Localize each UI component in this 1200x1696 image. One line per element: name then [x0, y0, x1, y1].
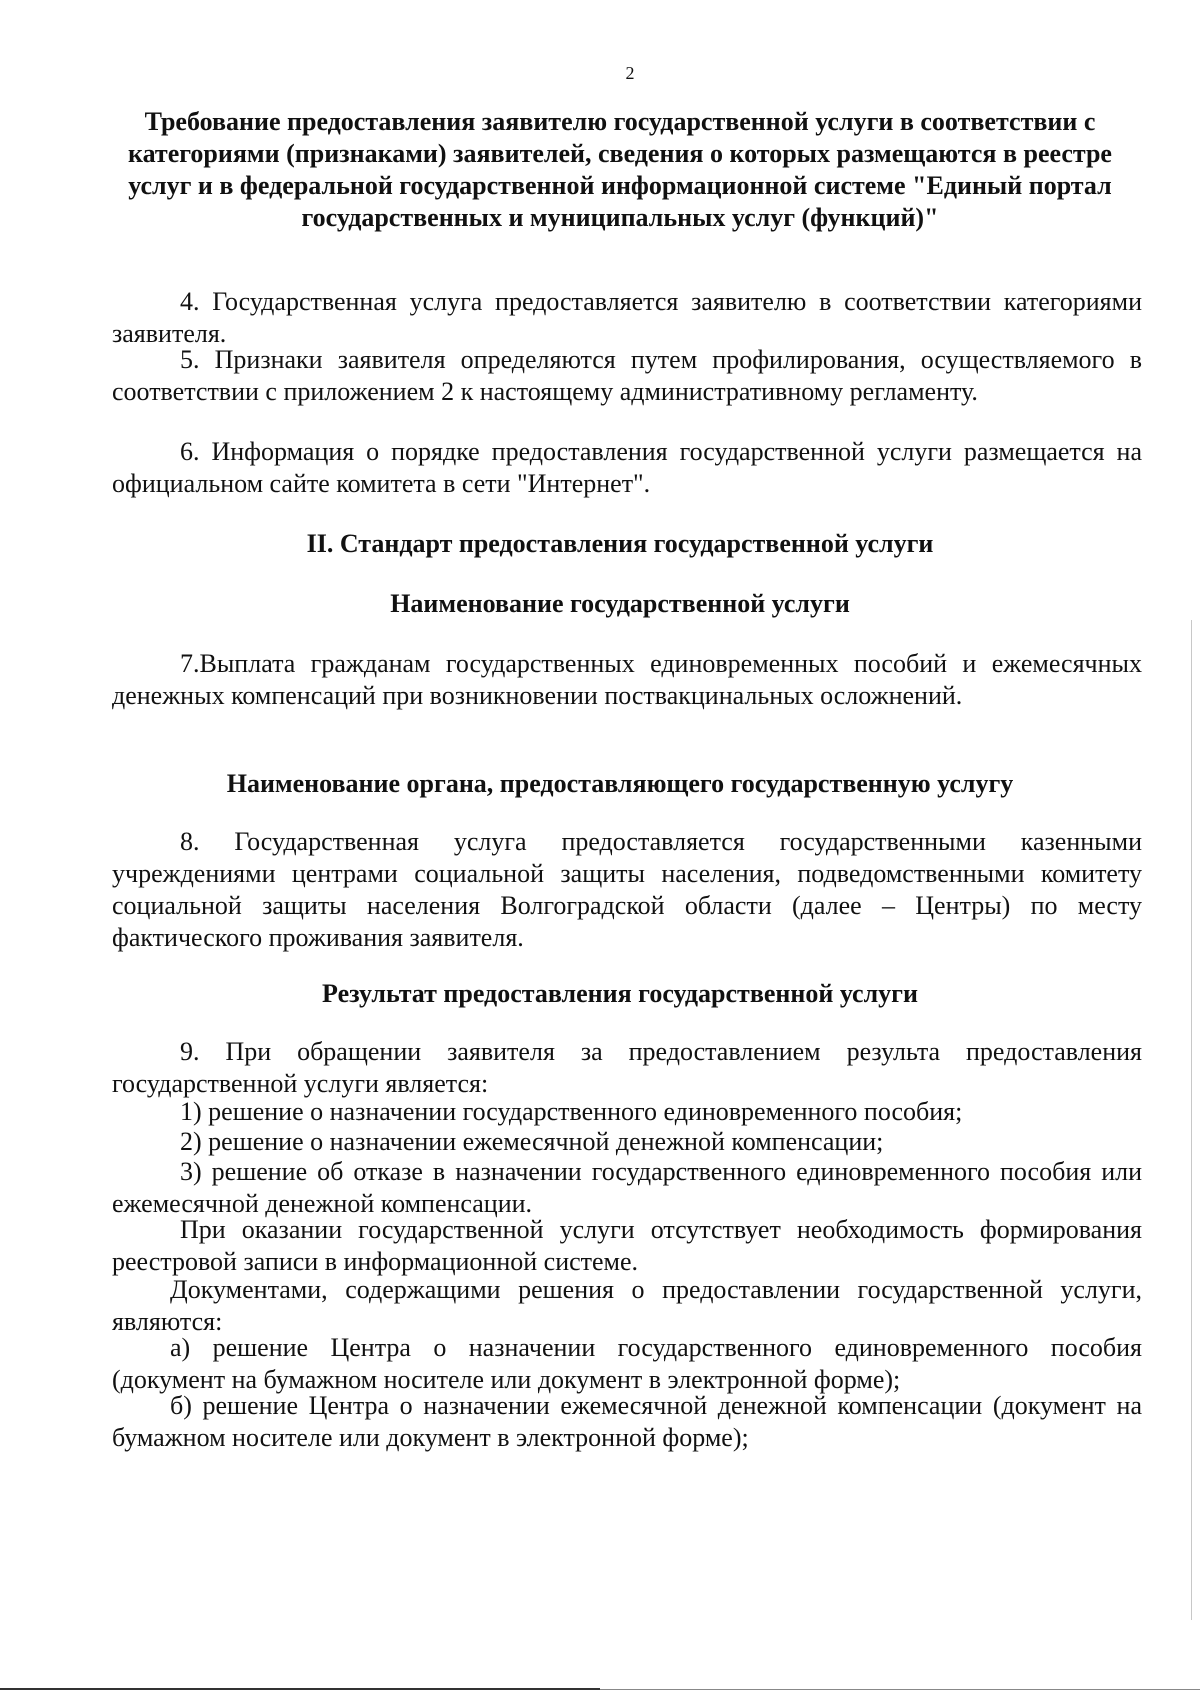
paragraph-8: 8. Государственная услуга предоставляется государственными казенными учреждениями центрами социальной защиты населения, подведомственными комитету социальной защиты населения Волгоградской области (далее – Центры) по месту фактического проживания заявителя.: [112, 827, 1142, 952]
paragraph-9-item-1: 1) решение о назначении государственного единовременного пособия;: [180, 1097, 963, 1126]
paragraph-9-item-3: 3) решение об отказе в назначении государственного единовременного пособия или ежемесячной денежной компенсации.: [112, 1157, 1142, 1218]
heading-service-result: Результат предоставления государственной услуги: [322, 979, 918, 1008]
scan-bottom-edge-light: [600, 1689, 1200, 1690]
paragraph-doc-a: а) решение Центра о назначении государственного единовременного пособия (документ на бумажном носителе или документ в электронной форме);: [112, 1333, 1142, 1394]
paragraph-9-item-2: 2) решение о назначении ежемесячной денежной компенсации;: [180, 1127, 884, 1156]
paragraph-9: 9. При обращении заявителя за предоставлением результа предоставления государственной услуги является:: [112, 1037, 1142, 1098]
paragraph-7: 7.Выплата гражданам государственных единовременных пособий и ежемесячных денежных компенсаций при возникновении поствакцинальных осложнений.: [112, 649, 1142, 710]
paragraph-6: 6. Информация о порядке предоставления государственной услуги размещается на официальном сайте комитета в сети "Интернет".: [112, 437, 1142, 498]
paragraph-registry: При оказании государственной услуги отсутствует необходимость формирования реестровой записи в информационной системе.: [112, 1215, 1142, 1276]
section-2-title: II. Стандарт предоставления государственной услуги: [306, 529, 934, 558]
page-number: 2: [625, 63, 635, 83]
paragraph-doc-b: б) решение Центра о назначении ежемесячной денежной компенсации (документ на бумажном носителе или документ в электронной форме);: [112, 1391, 1142, 1452]
scan-edge-line: [1191, 620, 1192, 1620]
scan-bottom-edge: [0, 1688, 600, 1690]
heading-service-organ: Наименование органа, предоставляющего государственную услугу: [226, 769, 1014, 798]
heading-applicant-requirement: Требование предоставления заявителю государственной услуги в соответствии с категориями (признаками) заявителей, сведения о которых размещаются в реестре услуг и в федеральной государственной информационной системе "Единый портал государственных и муниципальных услуг (функций)": [128, 107, 1112, 232]
paragraph-5: 5. Признаки заявителя определяются путем профилирования, осуществляемого в соответствии с приложением 2 к настоящему административному регламенту.: [112, 345, 1142, 406]
paragraph-documents: Документами, содержащими решения о предоставлении государственной услуги, являются:: [112, 1275, 1142, 1336]
paragraph-4: 4. Государственная услуга предоставляется заявителю в соответствии категориями заявителя.: [112, 287, 1142, 348]
heading-service-name: Наименование государственной услуги: [390, 589, 850, 618]
